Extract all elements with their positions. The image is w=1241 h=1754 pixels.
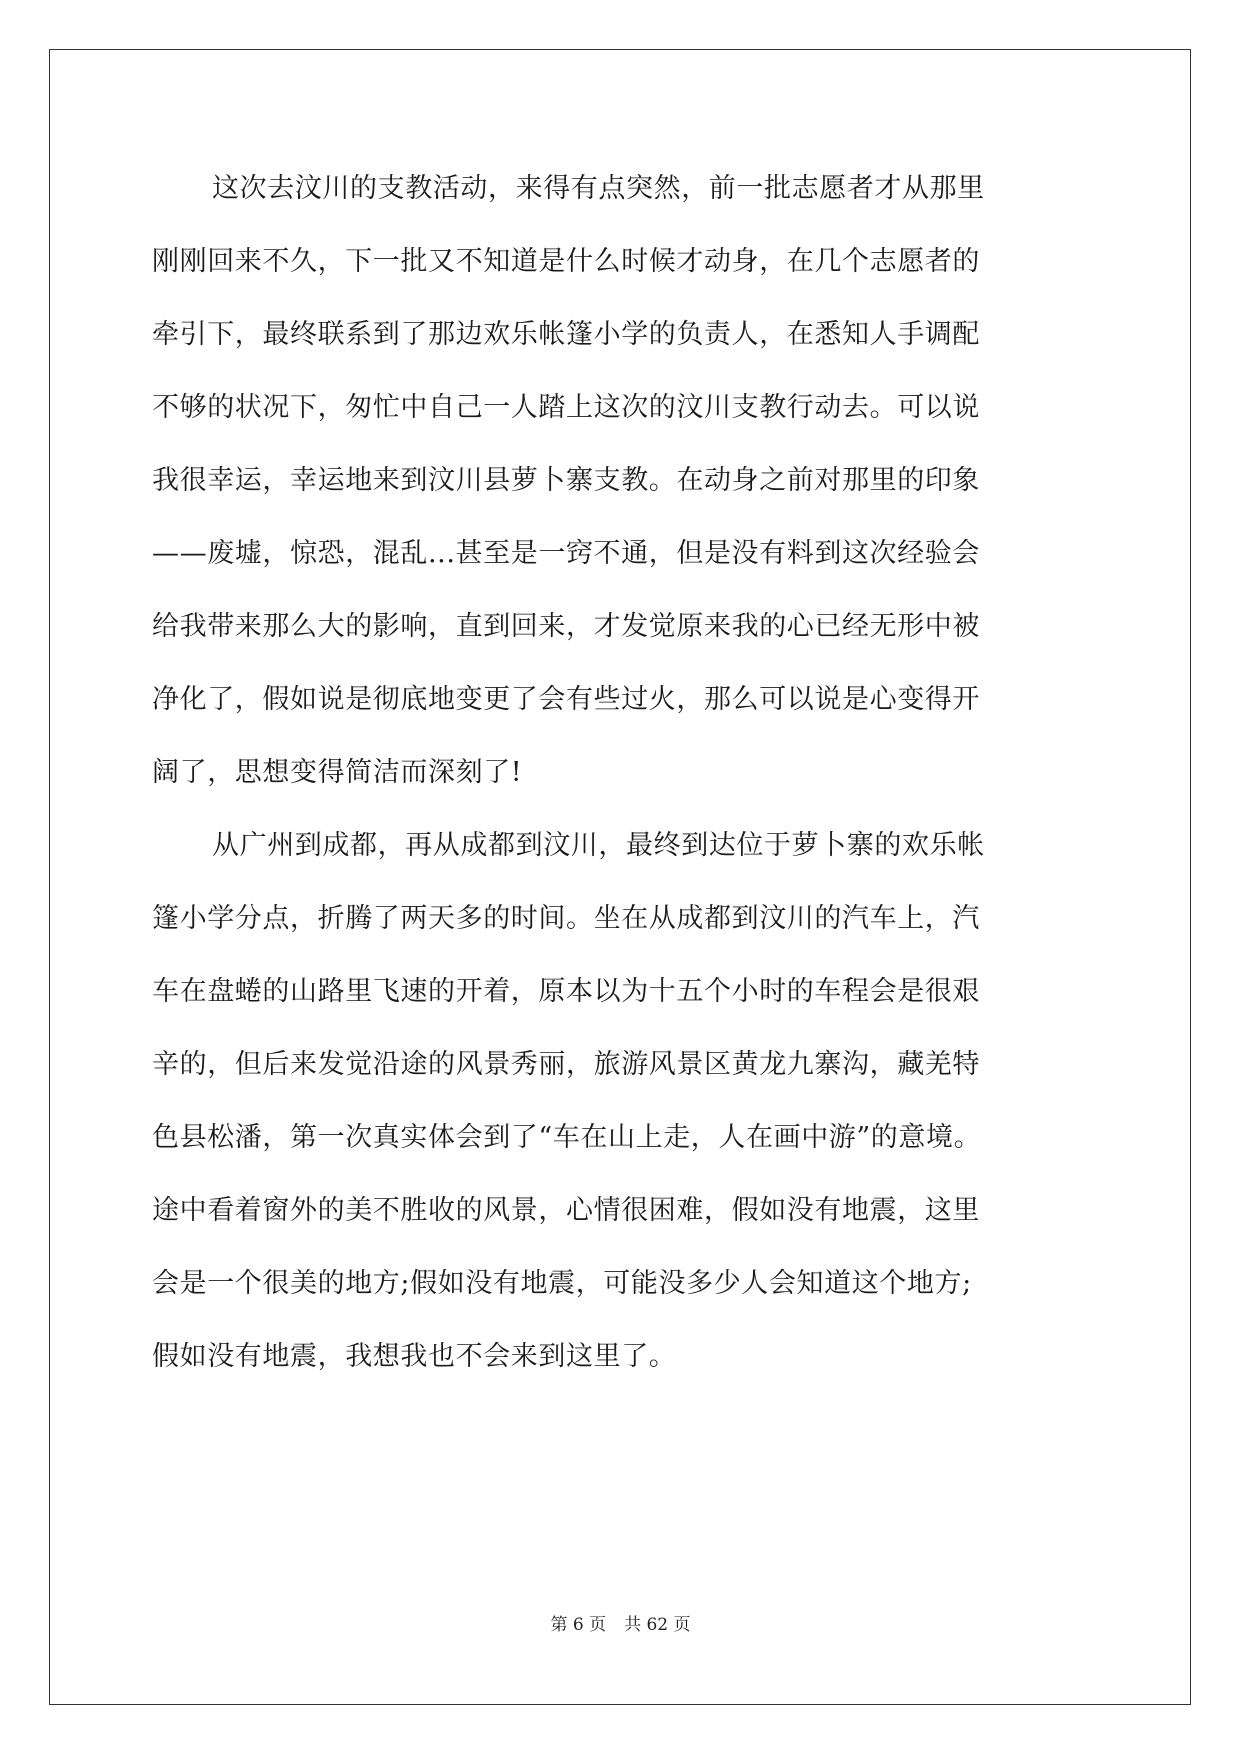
paragraph-1-line-2: 刚刚回来不久，下一批又不知道是什么时候才动身，在几个志愿者的: [152, 246, 980, 277]
page-footer: [0, 1614, 1241, 1636]
paragraph-1-line-7: 给我带来那么大的影响，直到回来，才发觉原来我的心已经无形中被: [152, 611, 980, 642]
paragraph-2-line-6: 途中看着窗外的美不胜收的风景，心情很困难，假如没有地震，这里: [152, 1195, 980, 1226]
paragraph-1-line-6: ——废墟，惊恐，混乱...甚至是一窍不通，但是没有料到这次经验会: [152, 538, 980, 569]
paragraph-1-line-9: 阔了，思想变得简洁而深刻了!: [152, 757, 523, 788]
paragraph-1-line-4: 不够的状况下，匆忙中自己一人踏上这次的汶川支教行动去。可以说: [152, 392, 980, 423]
paragraph-2-line-3: 车在盘蜷的山路里飞速的开着，原本以为十五个小时的车程会是很艰: [152, 976, 980, 1007]
page-total: 共 62 页: [624, 1615, 691, 1635]
page-number: 第 6 页: [550, 1615, 607, 1635]
paragraph-2-line-5: 色县松潘，第一次真实体会到了“车在山上走，人在画中游”的意境。: [152, 1122, 982, 1153]
paragraph-2-line-7: 会是一个很美的地方;假如没有地震，可能没多少人会知道这个地方;: [152, 1268, 972, 1299]
paragraph-2-line-2: 篷小学分点，折腾了两天多的时间。坐在从成都到汶川的汽车上，汽: [152, 903, 980, 934]
paragraph-1-line-1: 这次去汶川的支教活动，来得有点突然，前一批志愿者才从那里: [212, 173, 985, 204]
page-border: [49, 49, 1191, 1705]
paragraph-2-line-8: 假如没有地震，我想我也不会来到这里了。: [152, 1341, 677, 1372]
paragraph-1-line-8: 净化了，假如说是彻底地变更了会有些过火，那么可以说是心变得开: [152, 684, 980, 715]
paragraph-2-line-4: 辛的，但后来发觉沿途的风景秀丽，旅游风景区黄龙九寨沟，藏羌特: [152, 1049, 980, 1080]
paragraph-2-line-1: 从广州到成都，再从成都到汶川，最终到达位于萝卜寨的欢乐帐: [212, 830, 985, 861]
paragraph-1-line-5: 我很幸运，幸运地来到汶川县萝卜寨支教。在动身之前对那里的印象: [152, 465, 980, 496]
paragraph-1-line-3: 牵引下，最终联系到了那边欢乐帐篷小学的负责人，在悉知人手调配: [152, 319, 980, 350]
